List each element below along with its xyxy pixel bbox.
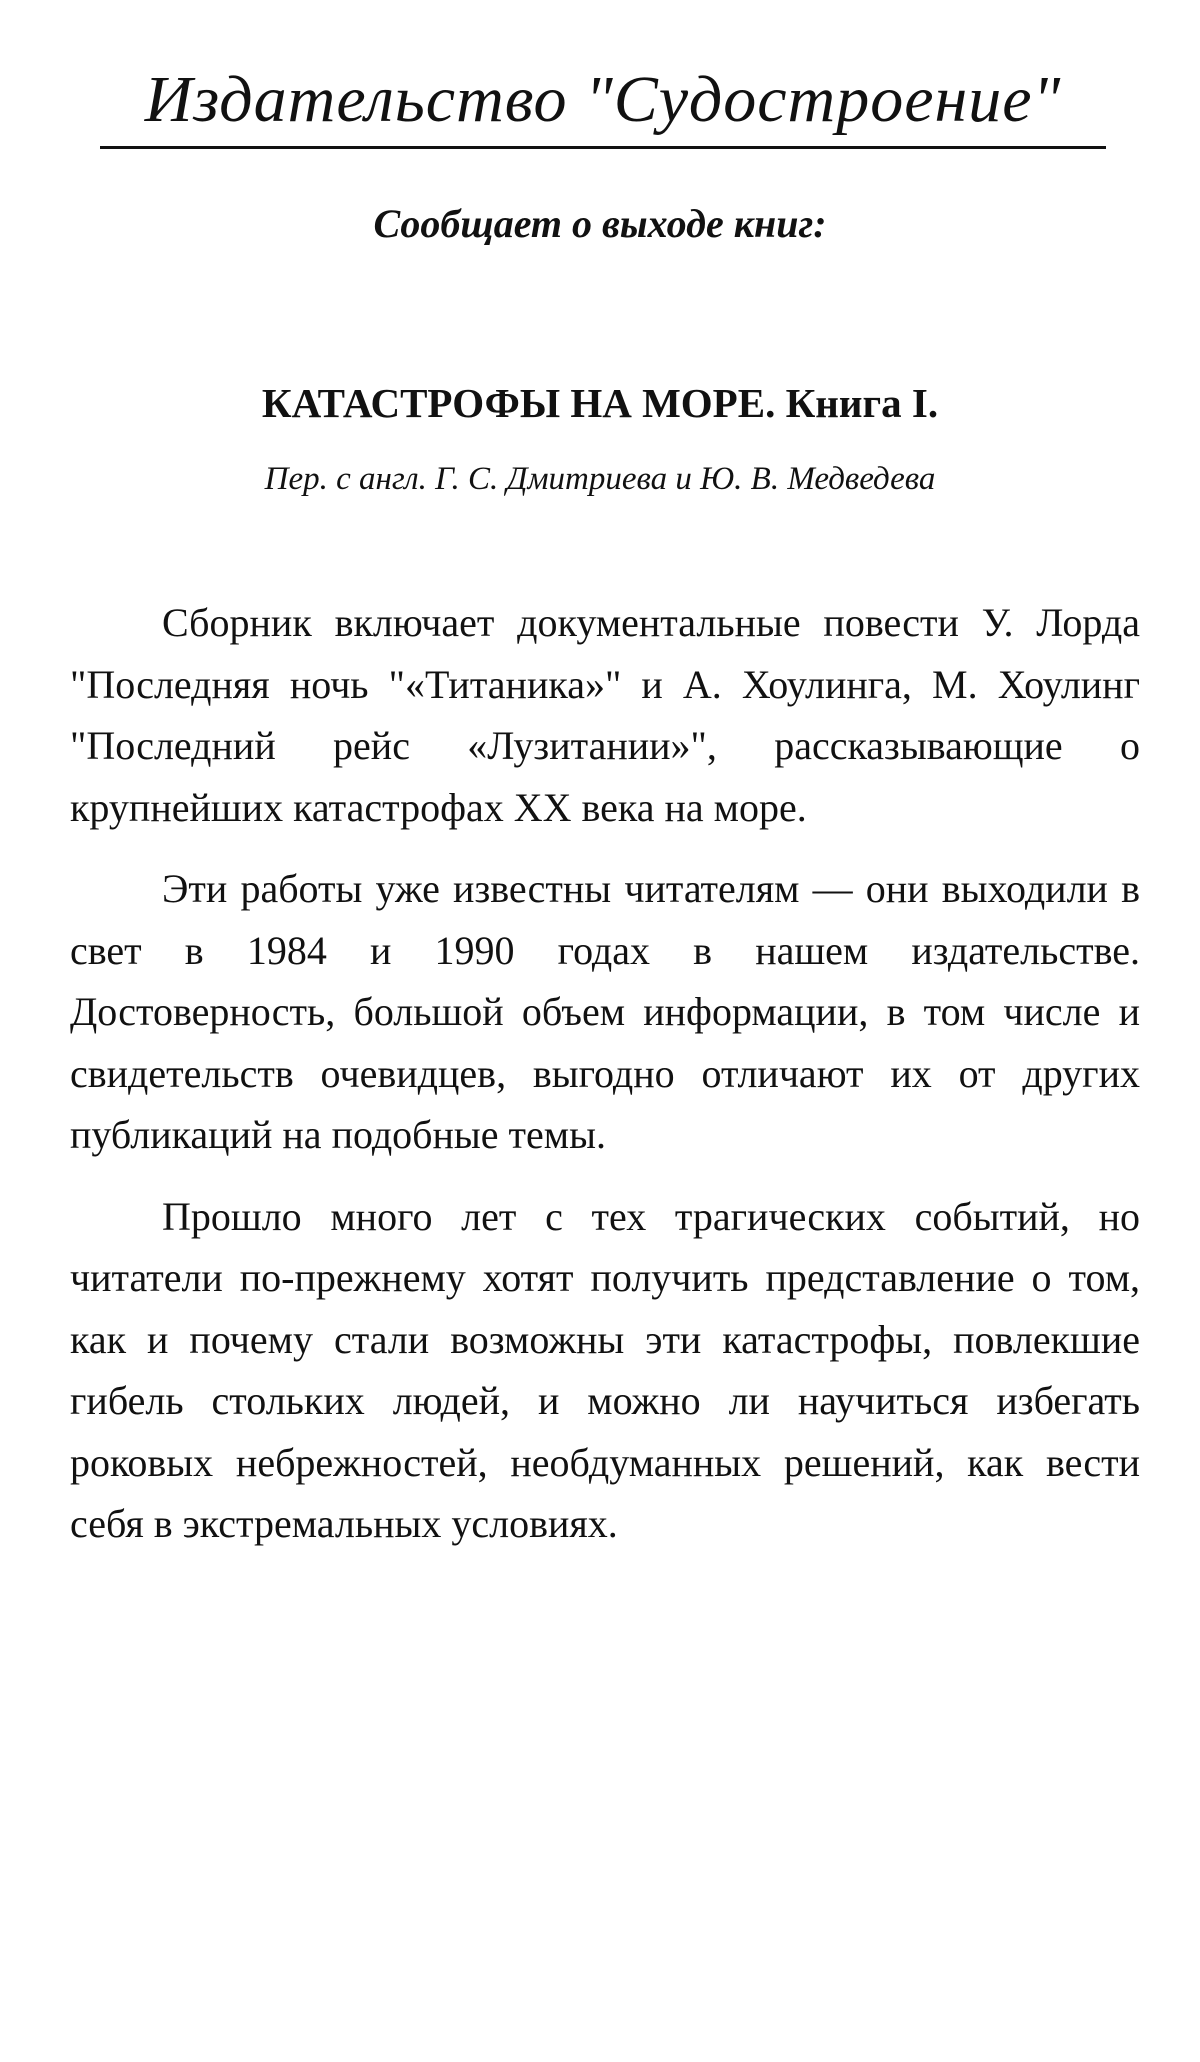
publisher-header	[100, 58, 1106, 149]
book-description	[70, 592, 1140, 1575]
book-title: КАТАСТРОФЫ НА МОРЕ. Книга I.	[261, 380, 939, 426]
announcement-heading: Сообщает о выходе книг:	[373, 201, 827, 246]
description-paragraph-3: Прошло много лет с тех трагических событий, но читатели по-прежнему хотят получить представление о том, как и почему стали возможны эти катастрофы, повлекшие гибель стольких людей, и можно ли научиться избегать роковых небрежностей, необдуманных решений, как вести себя в экстремальных условиях.	[70, 1193, 1140, 1546]
description-paragraph-2: Эти работы уже известны читателям — они выходили в свет в 1984 и 1990 годах в нашем издательстве. Достоверность, большой объем информации, в том числе и свидетельств очевидцев, выгодно отличают их от других публикаций на подобные темы.	[70, 866, 1140, 1157]
publisher-title: Издательство "Судостроение"	[144, 63, 1062, 136]
description-paragraph-1: Сборник включает документальные повести У. Лорда "Последняя ночь "«Титаника»" и А. Хоулинга, М. Хоулинг "Последний рейс «Лузитании»", рассказывающие о крупнейших катастрофах XX века на море.	[70, 600, 1140, 830]
translators-line: Пер. с англ. Г. С. Дмитриева и Ю. В. Медведева	[264, 461, 936, 497]
